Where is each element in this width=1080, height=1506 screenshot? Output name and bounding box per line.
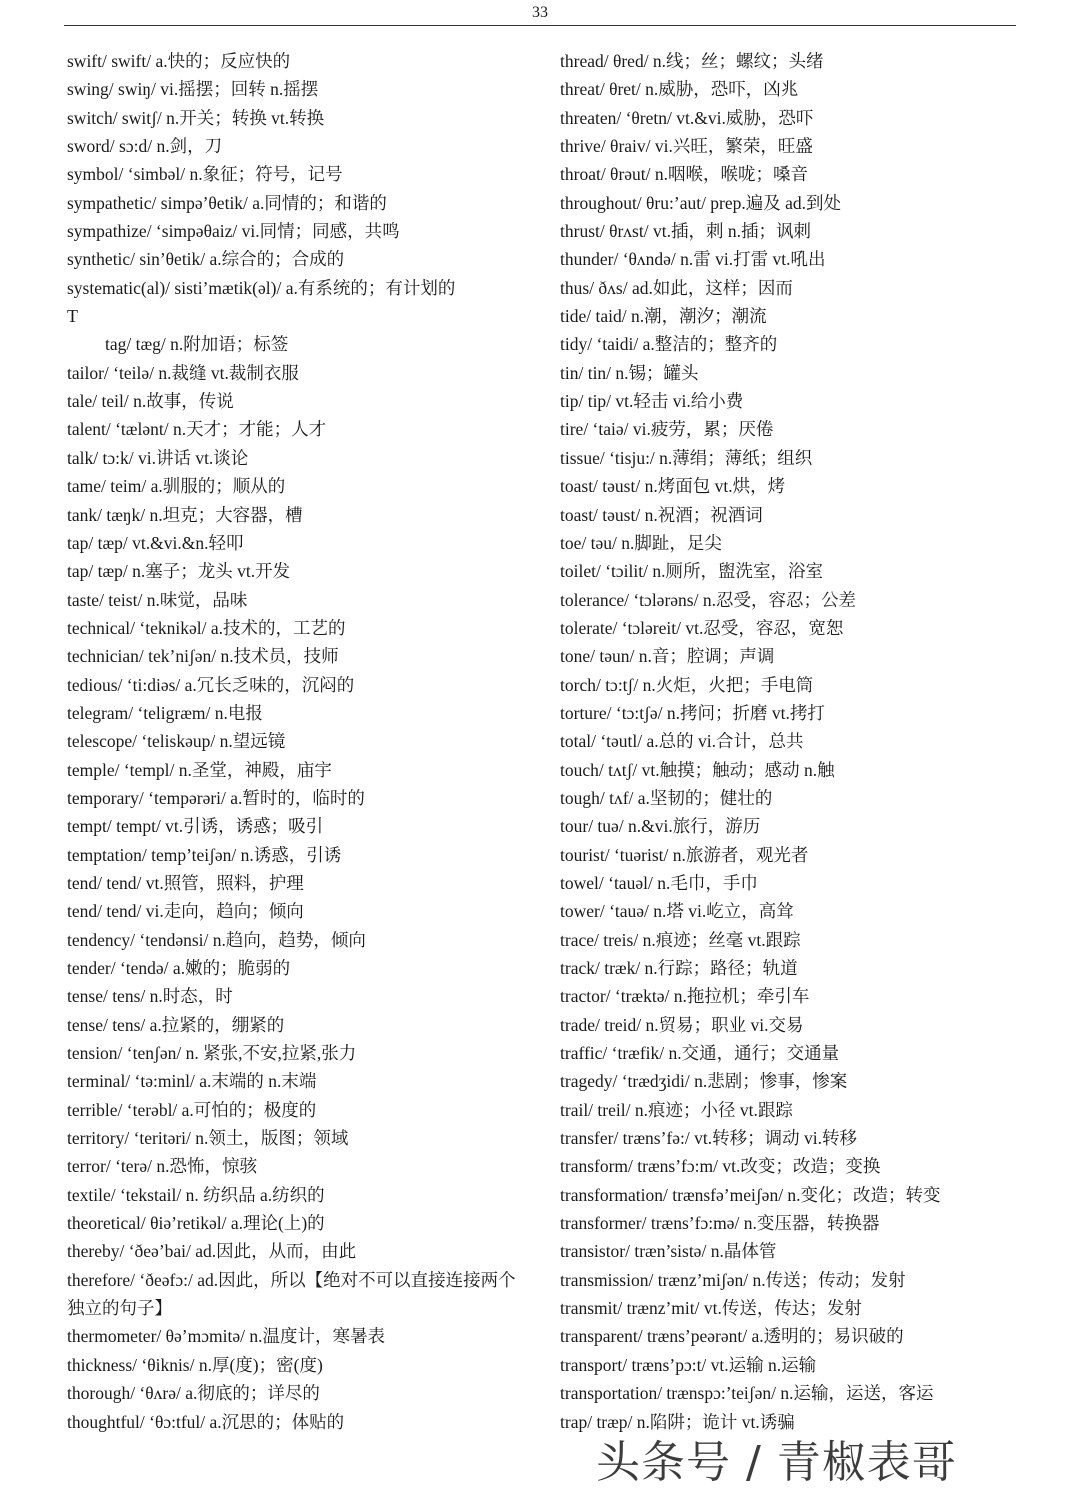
entry-tissue: tissue/ ‘tisju:/ n.薄绢；薄纸；组织	[560, 447, 813, 468]
entry-swing: swing/ swiŋ/ vi.摇摆；回转 n.摇摆	[67, 79, 319, 100]
entry-tend-2: tend/ tend/ vi.走向，趋向；倾向	[67, 901, 304, 922]
entry-tractor: tractor/ ‘træktə/ n.拖拉机；牵引车	[560, 986, 810, 1007]
entry-technical: technical/ ‘teknikəl/ a.技术的，工艺的	[67, 617, 346, 638]
entry-transparent: transparent/ træns’peərənt/ a.透明的；易识破的	[560, 1326, 904, 1347]
entry-transformer: transformer/ træns’fɔ:mə/ n.变压器，转换器	[560, 1213, 880, 1234]
header-rule	[64, 25, 1016, 26]
entry-tire: tire/ ‘taiə/ vi.疲劳，累；厌倦	[560, 419, 774, 440]
entry-trade: trade/ treid/ n.贸易；职业 vi.交易	[560, 1014, 804, 1035]
entry-thermometer: thermometer/ θə’mɔmitə/ n.温度计，寒暑表	[67, 1326, 385, 1347]
entry-transmission: transmission/ trænz’miʃən/ n.传送；传动；发射	[560, 1269, 906, 1290]
entry-symbol: symbol/ ‘simbəl/ n.象征；符号，记号	[67, 164, 343, 185]
entry-tempt: tempt/ tempt/ vt.引诱，诱惑；吸引	[67, 816, 324, 837]
entry-transmit: transmit/ trænz’mit/ vt.传送，传达；发射	[560, 1298, 862, 1319]
entry-tag: tag/ tæg/ n.附加语；标签	[105, 334, 289, 355]
entry-switch: switch/ switʃ/ n.开关；转换 vt.转换	[67, 107, 325, 128]
entry-thrive: thrive/ θraiv/ vi.兴旺，繁荣，旺盛	[560, 136, 813, 157]
entry-terrible: terrible/ ‘terəbl/ a.可怕的；极度的	[67, 1099, 317, 1120]
entry-temple: temple/ ‘templ/ n.圣堂，神殿，庙宇	[67, 759, 332, 780]
entry-tank: tank/ tæŋk/ n.坦克；大容器，槽	[67, 504, 303, 525]
entry-tap-1: tap/ tæp/ vt.&vi.&n.轻叩	[67, 532, 244, 553]
entry-textile: textile/ ‘tekstail/ n. 纺织品 a.纺织的	[67, 1184, 325, 1205]
entry-tragedy: tragedy/ ‘trædʒidi/ n.悲剧；惨事，惨案	[560, 1071, 848, 1092]
left-column	[67, 47, 519, 1436]
entry-tend-1: tend/ tend/ vt.照管，照料，护理	[67, 872, 304, 893]
entry-tourist: tourist/ ‘tuərist/ n.旅游者，观光者	[560, 844, 809, 865]
entry-trace: trace/ treis/ n.痕迹；丝毫 vt.跟踪	[560, 929, 801, 950]
entry-tour: tour/ tuə/ n.&vi.旅行，游历	[560, 816, 761, 837]
entry-touch: touch/ tʌtʃ/ vt.触摸；触动；感动 n.触	[560, 759, 835, 780]
entry-tense-1: tense/ tens/ n.时态，时	[67, 986, 233, 1007]
entry-thunder: thunder/ ‘θʌndə/ n.雷 vi.打雷 vt.吼出	[560, 249, 826, 270]
entry-sympathize: sympathize/ ‘simpəθaiz/ vi.同情；同感，共鸣	[67, 221, 400, 242]
entry-torture: torture/ ‘tɔ:tʃə/ n.拷问；折磨 vt.拷打	[560, 702, 825, 723]
entry-tailor: tailor/ ‘teilə/ n.裁缝 vt.裁制衣服	[67, 362, 299, 383]
entry-toe: toe/ təu/ n.脚趾，足尖	[560, 532, 722, 553]
right-column	[560, 47, 1010, 1436]
entry-toast-2: toast/ təust/ n.祝酒；祝酒词	[560, 504, 763, 525]
entry-tower: tower/ ‘tauə/ n.塔 vi.屹立，高耸	[560, 901, 794, 922]
entry-tip: tip/ tip/ vt.轻击 vi.给小费	[560, 391, 744, 412]
entry-tone: tone/ təun/ n.音；腔调；声调	[560, 646, 775, 667]
entry-terminal: terminal/ ‘tə:minl/ a.末端的 n.末端	[67, 1071, 317, 1092]
entry-swift: swift/ swift/ a.快的；反应快的	[67, 51, 291, 71]
entry-temporary: temporary/ ‘tempərəri/ a.暂时的，临时的	[67, 787, 365, 808]
entry-transformation: transformation/ trænsfə’meiʃən/ n.变化；改造；转变	[560, 1184, 941, 1205]
entry-thorough: thorough/ ‘θʌrə/ a.彻底的；详尽的	[67, 1383, 320, 1404]
entry-sympathetic: sympathetic/ simpə’θetik/ a.同情的；和谐的	[67, 192, 387, 213]
entry-thoughtful: thoughtful/ ‘θɔ:tful/ a.沉思的；体贴的	[67, 1411, 345, 1432]
entry-tolerance: tolerance/ ‘tɔlərəns/ n.忍受，容忍；公差	[560, 589, 856, 610]
entry-threat: threat/ θret/ n.威胁，恐吓，凶兆	[560, 79, 799, 100]
entry-traffic: traffic/ ‘træfik/ n.交通，通行；交通量	[560, 1043, 840, 1064]
entry-taste: taste/ teist/ n.味觉，品味	[67, 589, 248, 610]
watermark: 头条号 / 青椒表哥	[596, 1437, 957, 1488]
entry-tender: tender/ ‘tendə/ a.嫩的；脆弱的	[67, 958, 291, 978]
entry-synthetic: synthetic/ sin’θetik/ a.综合的；合成的	[67, 249, 345, 270]
entry-tidy: tidy/ ‘taidi/ a.整洁的；整齐的	[560, 334, 778, 355]
entry-transistor: transistor/ træn’sistə/ n.晶体管	[560, 1241, 777, 1262]
entry-total: total/ ‘təutl/ a.总的 vi.合计，总共	[560, 731, 804, 752]
entry-tame: tame/ teim/ a.驯服的；顺从的	[67, 476, 286, 497]
entry-toilet: toilet/ ‘tɔilit/ n.厕所，盥洗室，浴室	[560, 561, 823, 582]
entry-tough: tough/ tʌf/ a.坚韧的；健壮的	[560, 787, 773, 808]
entry-telescope: telescope/ ‘teliskəup/ n.望远镜	[67, 731, 286, 752]
entry-talk: talk/ tɔ:k/ vi.讲话 vt.谈论	[67, 447, 249, 468]
entry-towel: towel/ ‘tauəl/ n.毛巾，手巾	[560, 872, 758, 893]
entry-transport: transport/ træns’pɔ:t/ vt.运输 n.运输	[560, 1354, 817, 1375]
entry-track: track/ træk/ n.行踪；路径；轨道	[560, 958, 798, 978]
entry-thread: thread/ θred/ n.线；丝；螺纹；头绪	[560, 51, 824, 71]
entry-throughout: throughout/ θru:’aut/ prep.遍及 ad.到处	[560, 192, 842, 213]
entry-talent: talent/ ‘tælənt/ n.天才；才能；人才	[67, 419, 327, 440]
entry-tide: tide/ taid/ n.潮，潮汐；潮流	[560, 306, 767, 327]
entry-tap-2: tap/ tæp/ n.塞子；龙头 vt.开发	[67, 561, 291, 582]
entry-torch: torch/ tɔ:tʃ/ n.火炬，火把；手电筒	[560, 674, 814, 695]
entry-thrust: thrust/ θrʌst/ vt.插，刺 n.插；讽刺	[560, 221, 811, 242]
entry-tense-2: tense/ tens/ a.拉紧的，绷紧的	[67, 1014, 285, 1035]
entry-throat: throat/ θrəut/ n.咽喉，喉咙；嗓音	[560, 164, 809, 185]
entry-thereby: thereby/ ‘ðeə’bai/ ad.因此，从而，由此	[67, 1241, 357, 1262]
page-number: 33	[532, 4, 548, 21]
entry-tolerate: tolerate/ ‘tɔləreit/ vt.忍受，容忍，宽恕	[560, 617, 844, 638]
entry-tale: tale/ teil/ n.故事，传说	[67, 391, 234, 412]
entry-tedious: tedious/ ‘ti:diəs/ a.冗长乏味的，沉闷的	[67, 674, 355, 695]
entry-technician: technician/ tek’niʃən/ n.技术员，技师	[67, 646, 339, 667]
entry-terror: terror/ ‘terə/ n.恐怖，惊骇	[67, 1156, 258, 1177]
entry-transform: transform/ træns’fɔ:m/ vt.改变；改造；变换	[560, 1156, 881, 1177]
entry-thus: thus/ ðʌs/ ad.如此，这样；因而	[560, 277, 793, 298]
entry-transportation: transportation/ trænspɔ:’teiʃən/ n.运输，运送，客运	[560, 1383, 934, 1404]
entry-tendency: tendency/ ‘tendənsi/ n.趋向，趋势，倾向	[67, 929, 366, 950]
entry-theoretical: theoretical/ θiə’retikəl/ a.理论(上)的	[67, 1213, 325, 1234]
entry-therefore: therefore/ ‘ðeəfɔ:/ ad.因此，所以【绝对不可以直接连接两个独立的句子】	[67, 1269, 516, 1319]
entry-threaten: threaten/ ‘θretn/ vt.&vi.威胁，恐吓	[560, 107, 814, 128]
entry-transfer: transfer/ træns’fə:/ vt.转移；调动 vi.转移	[560, 1128, 857, 1149]
entry-telegram: telegram/ ‘teligræm/ n.电报	[67, 702, 263, 723]
entry-sword: sword/ sɔ:d/ n.剑，刀	[67, 136, 223, 157]
entry-thickness: thickness/ ‘θiknis/ n.厚(度)；密(度)	[67, 1354, 323, 1375]
entry-tin: tin/ tin/ n.锡；罐头	[560, 362, 699, 383]
entry-tension: tension/ ‘tenʃən/ n. 紧张,不安,拉紧,张力	[67, 1043, 357, 1064]
entry-trail: trail/ treil/ n.痕迹；小径 vt.跟踪	[560, 1099, 793, 1120]
entry-territory: territory/ ‘teritəri/ n.领土，版图；领域	[67, 1128, 349, 1149]
entry-toast-1: toast/ təust/ n.烤面包 vt.烘，烤	[560, 476, 786, 497]
entry-systematic: systematic(al)/ sisti’mætik(əl)/ a.有系统的；有计划的	[67, 277, 456, 298]
entry-trap: trap/ træp/ n.陷阱；诡计 vt.诱骗	[560, 1411, 795, 1432]
entry-temptation: temptation/ temp’teiʃən/ n.诱惑，引诱	[67, 844, 342, 865]
letter-heading-t: T	[67, 306, 78, 327]
